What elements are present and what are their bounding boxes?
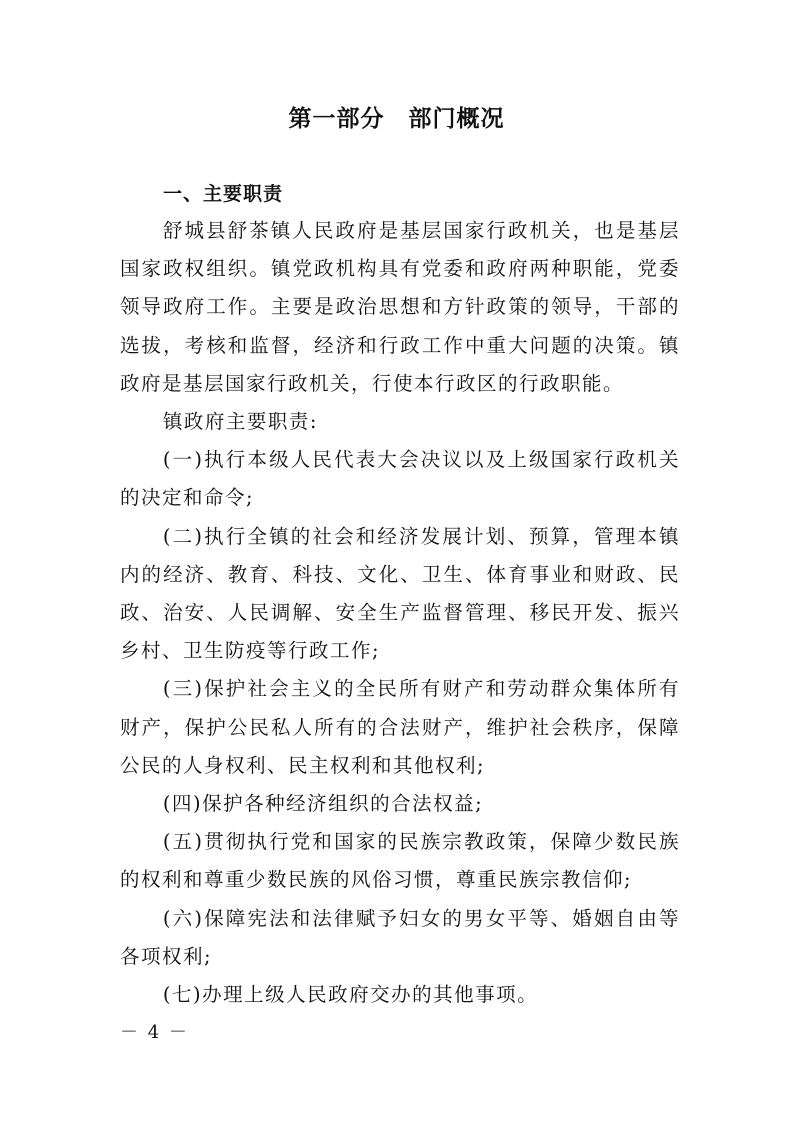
- paragraph: (二)执行全镇的社会和经济发展计划、预算，管理本镇内的经济、教育、科技、文化、卫生、体育事业和财政、民政、治安、人民调解、安全生产监督管理、移民开发、振兴乡村、卫生防疫等行政工作;: [120, 524, 680, 663]
- paragraph: (四)保护各种经济组织的合法权益;: [162, 792, 484, 816]
- paragraph: 舒城县舒茶镇人民政府是基层国家行政机关，也是基层国家政权组织。镇党政机构具有党委和政府两种职能，党委领导政府工作。主要是政治思想和方针政策的领导，干部的选拔，考核和监督，经济和行政工作中重大问题的决策。镇政府是基层国家行政机关，行使本行政区的行政职能。: [120, 219, 680, 395]
- page-title: 第一部分 部门概况: [288, 106, 505, 132]
- paragraph: (五)贯彻执行党和国家的民族宗教政策，保障少数民族的权利和尊重少数民族的风俗习惯，尊重民族宗教信仰;: [120, 830, 680, 892]
- page-number: － 4 －: [120, 1022, 189, 1043]
- body-text: [120, 212, 680, 1014]
- paragraph: (三)保护社会主义的全民所有财产和劳动群众集体所有财产，保护公民私人所有的合法财产，维护社会秩序，保障公民的人身权利、民主权利和其他权利;: [120, 677, 680, 777]
- section-heading: 一、主要职责: [163, 183, 284, 205]
- paragraph: (六)保障宪法和法律赋予妇女的男女平等、婚姻自由等各项权利;: [120, 906, 680, 968]
- paragraph: 镇政府主要职责:: [162, 410, 318, 434]
- paragraph: (七)办理上级人民政府交办的其他事项。: [162, 983, 539, 1007]
- paragraph: (一)执行本级人民代表大会决议以及上级国家行政机关的决定和命令;: [120, 448, 680, 510]
